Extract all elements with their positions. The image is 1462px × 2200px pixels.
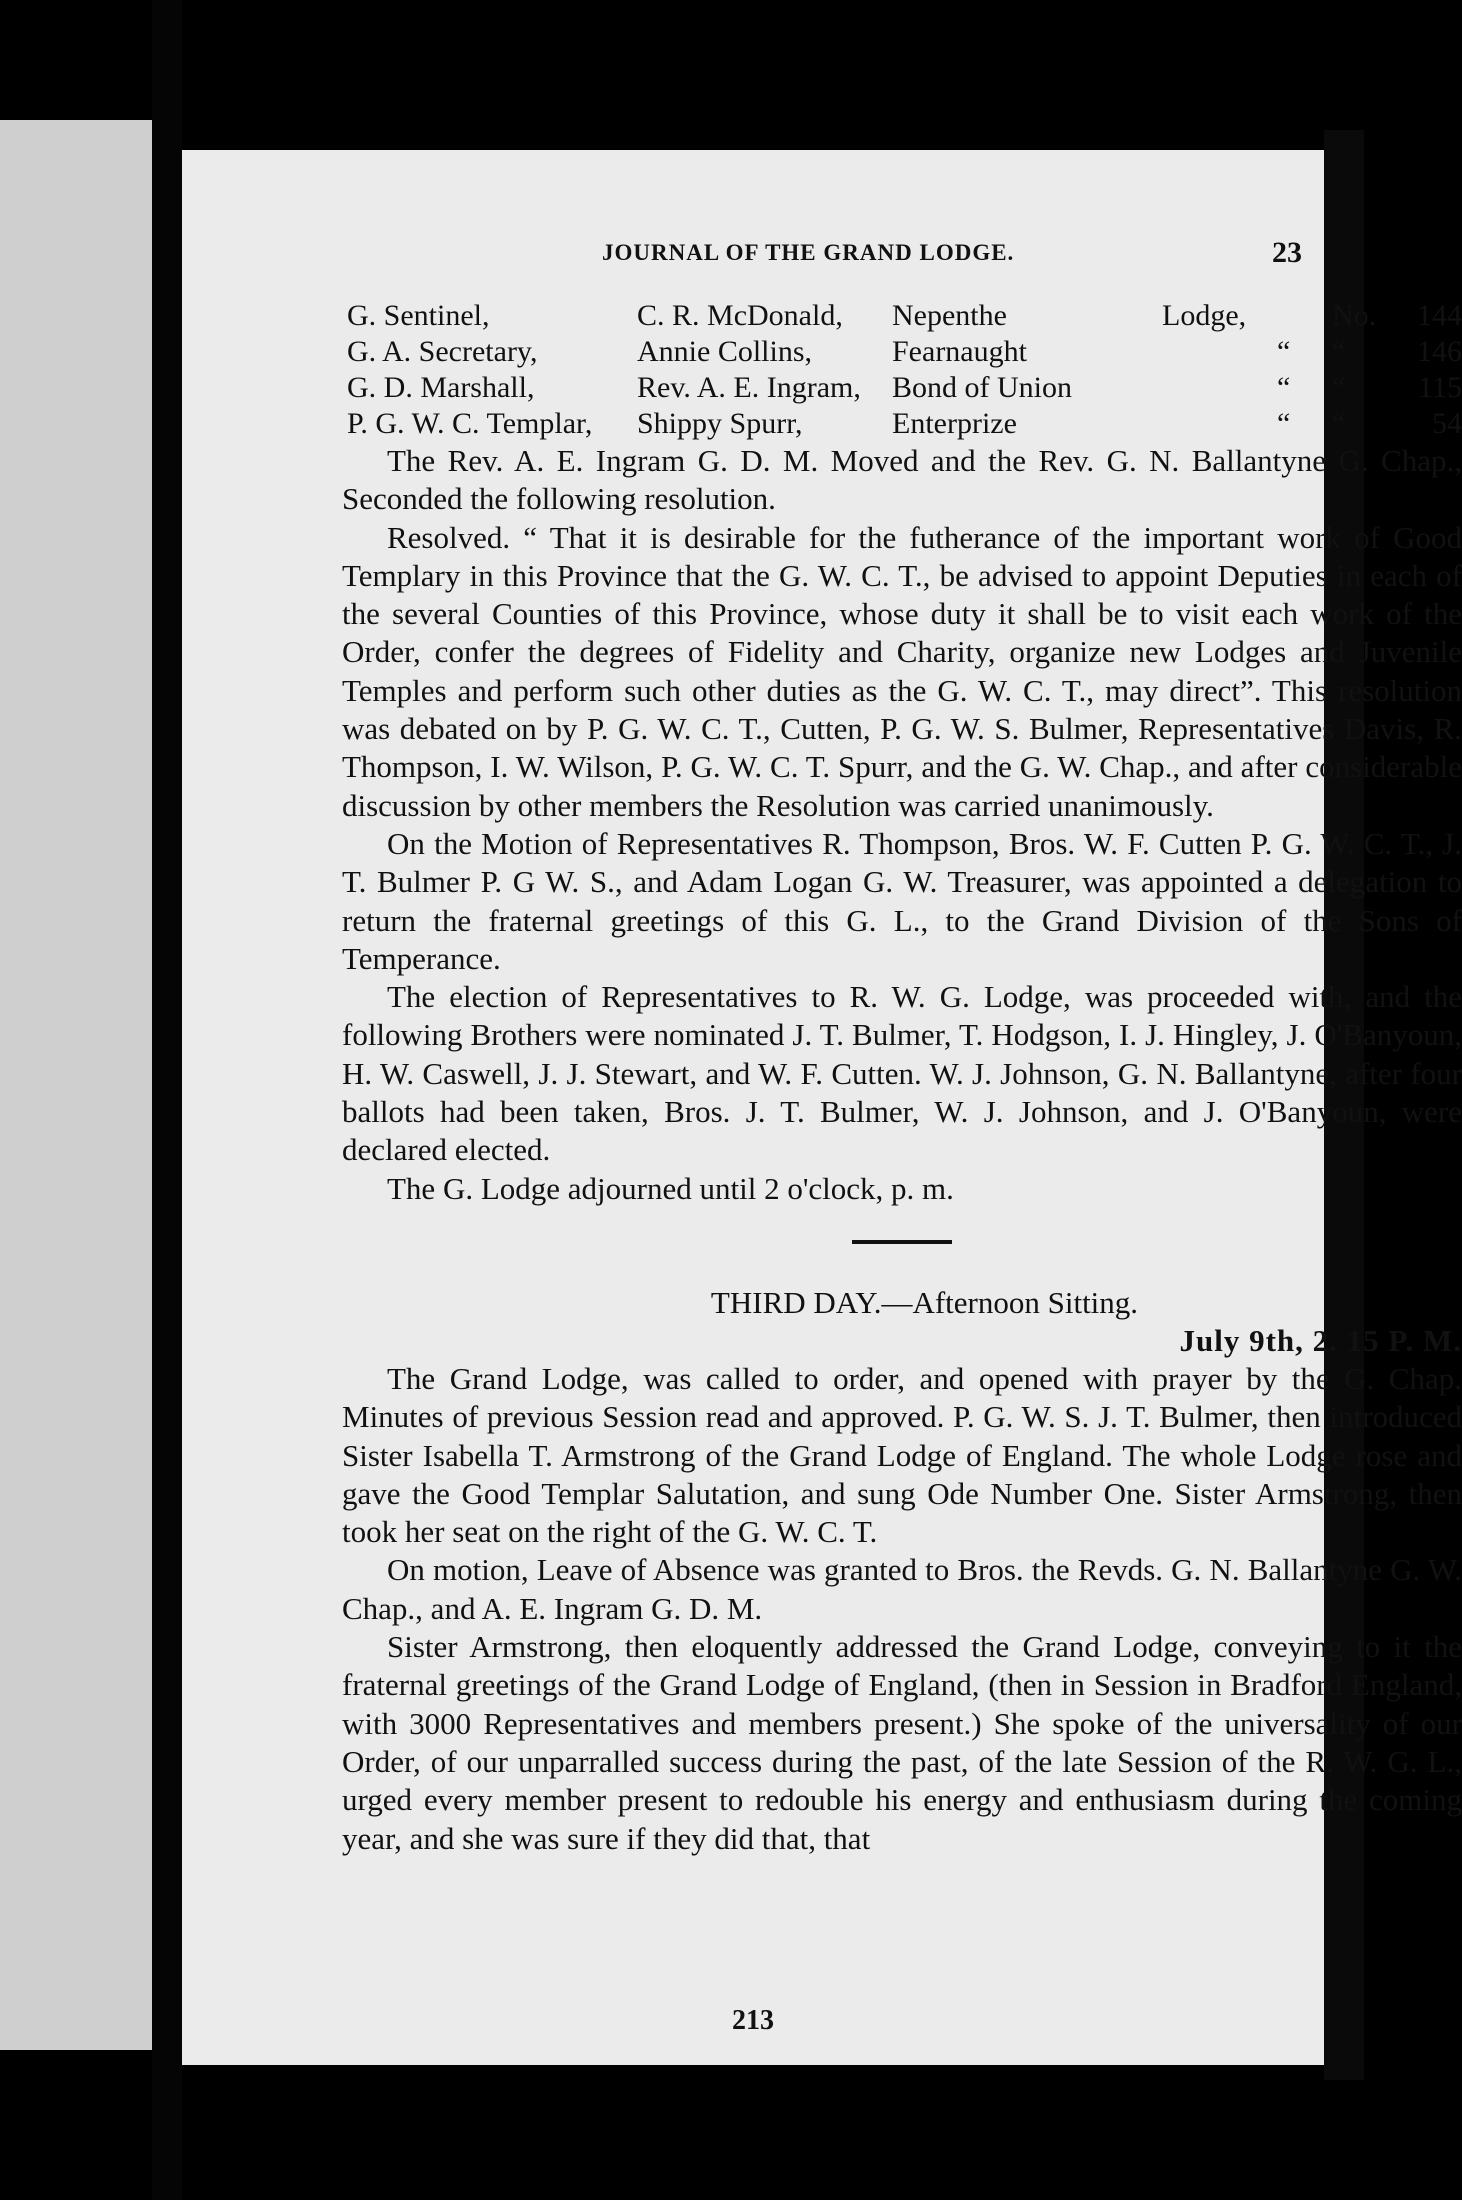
officer-title: G. D. Marshall, (347, 371, 535, 404)
paragraph-opening: The Grand Lodge, was called to order, and opened with prayer by the G. Chap. Minutes of previous Session read and approved. P. G. W. S. J. T. Bulmer, then introduced Sister Isabella T. Armstrong of the Grand Lodge of England. The whole Lodge rose and gave the Good Templar Salutation, and sung Ode Number One. Sister Armstrong, then took her seat on the right of the G. W. C. T. (342, 1360, 1462, 1550)
officer-lodge: Bond of Union (892, 371, 1072, 404)
paragraph-election: The election of Representatives to R. W. G. Lodge, was proceeded with, and the following Brothers were nominated J. T. Bulmer, T. Hodgson, I. J. Hingley, J. O'Banyoun, H. W. Caswell, J. J. Stewart, and W. F. Cutten. W. J. Johnson, G. N. Ballantyne, after four ballots had been taken, Bros. J. T. Bulmer, W. J. Johnson, and J. O'Banyoun, were declared elected. (342, 979, 1462, 1168)
ditto-mark: “ (1332, 371, 1346, 404)
officer-row (347, 406, 1462, 442)
paragraph-delegation: On the Motion of Representatives R. Thompson, Bros. W. F. Cutten P. G. W. C. T., J. T. Bulmer P. G W. S., and Adam Logan G. W. Treasurer, was appointed a delegation to return the fraternal greetings of this G. L., to the Grand Division of the Sons of Temperance. (342, 825, 1462, 976)
officer-row (347, 370, 1462, 406)
officer-lodge: Fearnaught (892, 335, 1027, 368)
lodge-number: 146 (1417, 335, 1462, 368)
officer-lodge: Enterprize (892, 407, 1017, 440)
officer-row (347, 334, 1462, 370)
folio-number: 213 (732, 2005, 774, 2036)
body-text (342, 442, 1462, 1858)
ditto-mark: “ (1277, 407, 1291, 440)
lodge-number: 54 (1432, 407, 1462, 440)
officer-name: Shippy Spurr, (637, 407, 803, 440)
page-header (602, 236, 1302, 280)
book-gutter (152, 0, 182, 2200)
officer-lodge: Nepenthe (892, 299, 1007, 332)
ditto-mark: “ (1332, 407, 1346, 440)
number-label: No. (1332, 299, 1377, 332)
running-head: JOURNAL OF THE GRAND LODGE. (602, 240, 1015, 265)
officer-name: Annie Collins, (637, 335, 813, 368)
officer-name: C. R. McDonald, (637, 299, 843, 332)
section-title: THIRD DAY.—Afternoon Sitting. (710, 1284, 1139, 1320)
paragraph-leave-of-absence: On motion, Leave of Absence was granted to Bros. the Revds. G. N. Ballantyne G. W. Chap., and A. E. Ingram G. D. M. (342, 1552, 1462, 1626)
lodge-label: Lodge, (1162, 299, 1247, 332)
officer-title: P. G. W. C. Templar, (347, 407, 593, 440)
ditto-mark: “ (1277, 335, 1291, 368)
ditto-mark: “ (1332, 335, 1346, 368)
paragraph-resolution: Resolved. “ That it is desirable for the futherance of the important work of Good Templary in this Province that the G. W. C. T., be advised to appoint Deputies in each of the several Counties of this Province, whose duty it shall be to visit each work of the Order, confer the degrees of Fidelity and Charity, organize new Lodges and Juvenile Temples and perform such other duties as the G. W. C. T., may direct”. This resolution was debated on by P. G. W. C. T., Cutten, P. G. W. S. Bulmer, Representatives Davis, R. Thompson, I. W. Wilson, P. G. W. C. T. Spurr, and the G. W. Chap., and after considerable discussion by other members the Resolution was carried unanimously. (342, 519, 1462, 823)
officers-list (347, 298, 1462, 442)
journal-page (182, 150, 1462, 2065)
lodge-number: 115 (1418, 371, 1462, 404)
ditto-mark: “ (1277, 371, 1291, 404)
date-line: July 9th, 2. 15 P. M. (1179, 1322, 1462, 1358)
section-divider (852, 1240, 952, 1244)
officer-row (347, 298, 1462, 334)
officer-title: G. A. Secretary, (347, 335, 538, 368)
page-number: 23 (1272, 236, 1302, 269)
officer-title: G. Sentinel, (347, 299, 490, 332)
adjacent-left-page (0, 120, 152, 2050)
paragraph-address: Sister Armstrong, then eloquently addressed the Grand Lodge, conveying to it the fraternal greetings of the Grand Lodge of England, (then in Session in Bradford England, with 3000 Representatives and members present.) She spoke of the universality of our Order, of our unparralled success during the past, of the late Session of the R. W. G. L., urged every member present to redouble his energy and enthusiasm during the coming year, and she was sure if they did that, that (342, 1629, 1462, 1856)
officer-name: Rev. A. E. Ingram, (637, 371, 861, 404)
lodge-number: 144 (1417, 299, 1462, 332)
paragraph-adjournment: The G. Lodge adjourned until 2 o'clock, p. m. (387, 1170, 954, 1206)
paragraph-motion: The Rev. A. E. Ingram G. D. M. Moved and the Rev. G. N. Ballantyne G. Chap., Seconded the following resolution. (342, 443, 1462, 517)
